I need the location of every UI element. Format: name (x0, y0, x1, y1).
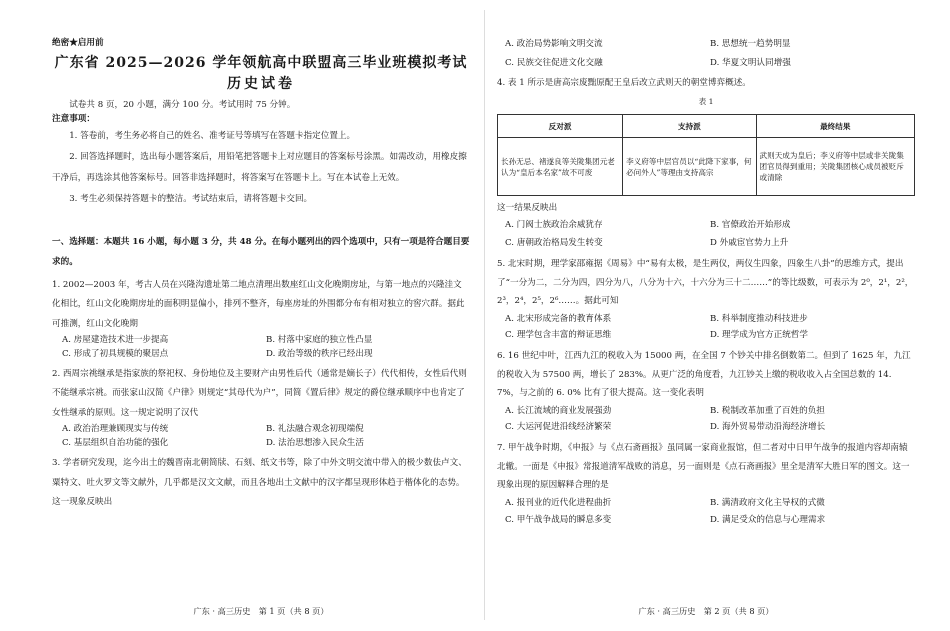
table-cell: 长孙无忌、褚遂良等关陇集团元老认为“皇后本名家”故不可废 (498, 138, 623, 196)
option-b[interactable]: B. 礼法融合观念初现端倪 (266, 424, 364, 435)
option-b[interactable]: B. 科举制度推动科技进步 (710, 313, 808, 324)
question-3 (52, 454, 470, 513)
option-b[interactable]: B. 官僚政治开始形成 (710, 220, 791, 231)
question-stem: 5. 北宋时期，理学家邵雍据《周易》中“易有太极，是生两仪，两仪生四象，四象生八卦”的思维方式，提出了“一分为二，二分为四，四分为八，八分为十六，十六分为三十二……”的等比级数，可表示为 2⁰，2¹，2²，2³，2⁴，2⁵，2⁶……。据此可知 (497, 259, 914, 307)
option-a[interactable]: A. 房屋建造技术进一步提高 (62, 335, 169, 346)
page-footer: 广东 · 高三历史 第 2 页（共 8 页） (638, 606, 774, 616)
option-b[interactable]: B. 思想统一趋势明显 (710, 39, 791, 49)
question-4 (497, 77, 915, 251)
option-a[interactable]: A. 门阀士族政治余威犹存 (505, 220, 603, 231)
notice-item: 2. 回答选择题时，选出每小题答案后，用铅笔把答题卡上对应题目的答案标号涂黑。如需改动，用橡皮擦干净后，再选涂其他答案标号。回答非选择题时，将答案写在答题卡上。写在本试卷上无效。 (52, 151, 467, 183)
option-a[interactable]: A. 报刊业的近代化进程曲折 (505, 497, 612, 508)
table-caption: 表 1 (698, 96, 714, 106)
option-c[interactable]: C. 甲午战争战局的瞬息多变 (505, 514, 612, 525)
exam-subject: 历史试卷 (227, 76, 295, 93)
option-a[interactable]: A. 北宋形成完备的教育体系 (505, 313, 612, 324)
option-c[interactable]: C. 唐朝政治格局发生转变 (505, 238, 603, 249)
option-a[interactable]: A. 长江流域的商业发展强劲 (505, 405, 612, 416)
secret-label: 绝密★启用前 (52, 38, 104, 48)
exam-info: 试卷共 8 页，20 小题，满分 100 分。考试用时 75 分钟。 (69, 100, 296, 111)
section-heading: 一、选择题：本题共 16 小题，每小题 3 分，共 48 分。在每小题列出的四个选项中，只有一项是符合题目要求的。 (52, 236, 470, 267)
option-b[interactable]: B. 村落中家庭的独立性凸显 (266, 335, 373, 346)
page-1 (52, 0, 470, 631)
notice-title: 注意事项： (52, 113, 95, 124)
question-1 (52, 276, 470, 362)
option-c[interactable]: C. 理学包含丰富的辩证思维 (505, 330, 612, 341)
question-5 (497, 255, 915, 343)
option-d[interactable]: D. 满足受众的信息与心理需求 (710, 514, 826, 525)
option-d[interactable]: D. 法治思想渗入民众生活 (266, 438, 364, 449)
option-a[interactable]: A. 政治治理兼顾现实与传统 (62, 424, 169, 435)
table-cell: 李义府等中层官员以“此降下家事，何必问外人”等理由支持高宗 (623, 138, 756, 196)
question-stem: 7. 甲午战争时期，《申报》与《点石斋画报》虽同属一家商业报馆，但二者对中日甲午战争的报道内容却南辕北辙。一面是《申报》常报道清军战败的消息，另一面则是《点石斋画报》里全是清军大胜日军的图文。这一现象出现的原因解释合理的是 (497, 443, 910, 491)
option-c[interactable]: C. 大运河促进沿线经济繁荣 (505, 422, 612, 433)
question-lead: 这一结果反映出 (497, 203, 558, 214)
option-d[interactable]: D. 海外贸易带动沿海经济增长 (710, 422, 826, 433)
option-d[interactable]: D. 华夏文明认同增强 (710, 57, 791, 68)
option-c[interactable]: C. 形成了初具规模的聚居点 (62, 349, 169, 360)
notice-item: 1. 答卷前，考生务必将自己的姓名、准考证号等填写在答题卡指定位置上。 (69, 130, 356, 141)
table-header: 最终结果 (756, 115, 914, 138)
option-a[interactable]: A. 政治局势影响文明交流 (505, 39, 603, 49)
option-d[interactable]: D. 理学成为官方正统哲学 (710, 330, 808, 341)
question-stem: 6. 16 世纪中叶，江西九江的税收入为 15000 两，在全国 7 个钞关中排名倒数第二。但到了 1625 年，九江的税收入为 57500 两，增长了 283%。从更广泛的角度看，九江钞关上缴的税收收入占全国总数的 14. 7%，与之前的 6. 0% 比有了很大提高。这一变化表明 (497, 351, 911, 399)
table-header: 支持派 (623, 115, 756, 138)
question-stem: 4. 表 1 所示是唐高宗废黜原配王皇后改立武则天的朝堂博弈概述。 (497, 77, 751, 88)
question-stem: 2. 西周宗祧继承是指家族的祭祀权、身份地位及主要财产由男性后代（通常是嫡长子）代代相传，女性后代则不能继承宗祧。而张家山汉简《户律》则规定“其母代为户”，同简《置后律》规定的爵位继承顺序中也肯定了女性继承的原则。这一规定说明了汉代 (52, 368, 467, 418)
table-cell: 武则天成为皇后；李义府等中层或非关陇集团官员得到重用；关陇集团核心成员被贬斥或清除 (756, 138, 914, 196)
option-b[interactable]: B. 税制改革加重了百姓的负担 (710, 405, 825, 416)
question-7 (497, 439, 915, 527)
question-stem: 1. 2002—2003 年，考古人员在兴隆沟遗址第二地点清理出数座红山文化晚期房址，与第一地点的兴隆洼文化相比，红山文化晚期房址的面积明显偏小，排列不整齐，每座房址的外围都分布有相对独立的窖穴群。据此可推测，红山文化晚期 (52, 279, 465, 329)
exam-title: 广东省 2025—2026 学年领航高中联盟高三毕业班模拟考试 (54, 55, 468, 72)
option-d[interactable]: D 外戚宦官势力上升 (710, 238, 789, 249)
option-c[interactable]: C. 民族交往促进文化交融 (505, 57, 603, 68)
option-b[interactable]: B. 满清政府文化主导权的式微 (710, 497, 825, 508)
table-header: 反对派 (498, 115, 623, 138)
page-divider (484, 10, 485, 620)
question-stem: 3. 学者研究发现，迄今出土的魏晋南北朝简牍、石刻、纸文书等，除了中外文明交流中带入的极少数佉卢文、粟特文、吐火罗文等文献外，几乎都是汉文文献，而且各地出土文献中的汉字都呈现形体趋于楷体化的态势。这一现象反映出 (52, 458, 467, 508)
question-2 (52, 365, 470, 451)
notice-item: 3. 考生必须保持答题卡的整洁。考试结束后，请将答题卡交回。 (69, 193, 313, 204)
page-footer: 广东 · 高三历史 第 1 页（共 8 页） (193, 606, 329, 616)
page-2 (497, 0, 915, 631)
option-d[interactable]: D. 政治等级的秩序已经出现 (266, 349, 373, 360)
option-c[interactable]: C. 基层组织自治功能的强化 (62, 438, 169, 449)
comparison-table (497, 114, 915, 196)
question-6 (497, 347, 915, 435)
